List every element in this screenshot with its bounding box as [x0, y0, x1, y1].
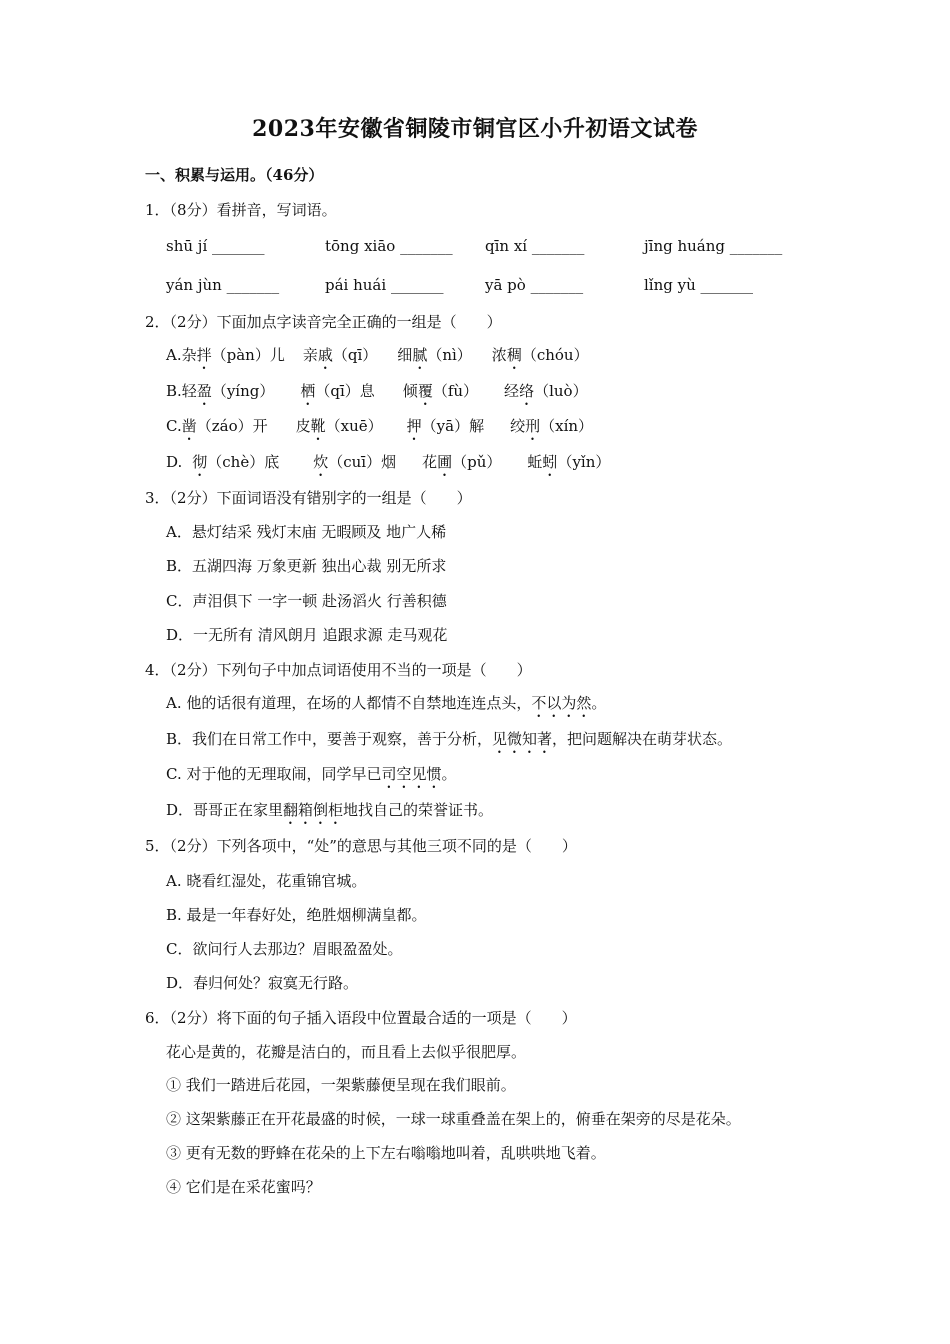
- question-3-option: D．一无所有 清风朗月 追跟求源 走马观花: [166, 626, 448, 644]
- question-4-option-c: C. 对于他的无理取闹，同学早已司空见惯。: [166, 765, 457, 783]
- question-2-stem: 2．（2分）下面加点字读音完全正确的一组是（ ）: [145, 313, 502, 331]
- question-4-option-b: B．我们在日常工作中，要善于观察，善于分析，见微知著，把问题解决在萌芽状态。: [166, 730, 733, 748]
- pinyin-item: shū jí _______: [166, 237, 265, 255]
- section-heading: 一、积累与运用。（46分）: [145, 166, 324, 184]
- question-6-item: ③ 更有无数的野蜂在花朵的上下左右嗡嗡地叫着，乱哄哄地飞着。: [166, 1144, 606, 1162]
- question-2-option-a: A.杂拌（pàn）儿 亲戚（qī） 细腻（nì） 浓稠（chóu）: [166, 346, 589, 364]
- question-2-option-d: D. 彻（chè）底 炊（cuī）烟 花圃（pǔ） 蚯蚓（yǐn）: [166, 453, 611, 471]
- pinyin-item: yā pò _______: [485, 276, 584, 294]
- question-4-option-d: D．哥哥正在家里翻箱倒柜地找自己的荣誉证书。: [166, 801, 494, 819]
- question-3-stem: 3．（2分）下面词语没有错别字的一组是（ ）: [145, 489, 472, 507]
- question-5-stem: 5．（2分）下列各项中，“处”的意思与其他三项不同的是（ ）: [145, 837, 577, 855]
- question-2-option-c: C.凿（záo）开 皮靴（xuē） 押（yā）解 绞刑（xín）: [166, 417, 594, 435]
- question-6-item: ① 我们一踏进后花园，一架紫藤便呈现在我们眼前。: [166, 1076, 516, 1094]
- question-4-option-a: A. 他的话很有道理，在场的人都情不自禁地连连点头，不以为然。: [166, 694, 607, 712]
- page-title: 2023年安徽省铜陵市铜官区小升初语文试卷: [252, 116, 698, 142]
- question-6-sentence: 花心是黄的，花瓣是洁白的，而且看上去似乎很肥厚。: [166, 1043, 527, 1061]
- pinyin-item: lǐng yù _______: [644, 276, 754, 294]
- question-5-option: D．春归何处？寂寞无行路。: [166, 974, 359, 992]
- question-6-item: ② 这架紫藤正在开花最盛的时候，一球一球重叠盖在架上的，俯垂在架旁的尽是花朵。: [166, 1110, 741, 1128]
- question-1-stem: 1．（8分）看拼音，写词语。: [145, 201, 337, 219]
- question-3-option: C．声泪俱下 一字一顿 赴汤滔火 行善积德: [166, 592, 447, 610]
- question-6-stem: 6．（2分）将下面的句子插入语段中位置最合适的一项是（ ）: [145, 1009, 577, 1027]
- question-3-option: B．五湖四海 万象更新 独出心裁 别无所求: [166, 557, 447, 575]
- pinyin-item: tōng xiāo _______: [325, 237, 453, 255]
- question-5-option: C．欲问行人去那边？眉眼盈盈处。: [166, 940, 403, 958]
- question-2-option-b: B.轻盈（yíng） 栖（qī）息 倾覆（fù） 经络（luò）: [166, 382, 588, 400]
- question-5-option: A. 晓看红湿处，花重锦官城。: [166, 872, 367, 890]
- pinyin-item: qīn xí _______: [485, 237, 585, 255]
- question-3-option: A．悬灯结采 残灯末庙 无暇顾及 地广人稀: [166, 523, 447, 541]
- question-5-option: B. 最是一年春好处，绝胜烟柳满皇都。: [166, 906, 427, 924]
- question-6-item: ④ 它们是在采花蜜吗？: [166, 1178, 321, 1196]
- pinyin-item: yán jùn _______: [166, 276, 280, 294]
- pinyin-item: jīng huáng _______: [644, 237, 783, 255]
- question-4-stem: 4．（2分）下列句子中加点词语使用不当的一项是（ ）: [145, 661, 532, 679]
- pinyin-item: pái huái _______: [325, 276, 444, 294]
